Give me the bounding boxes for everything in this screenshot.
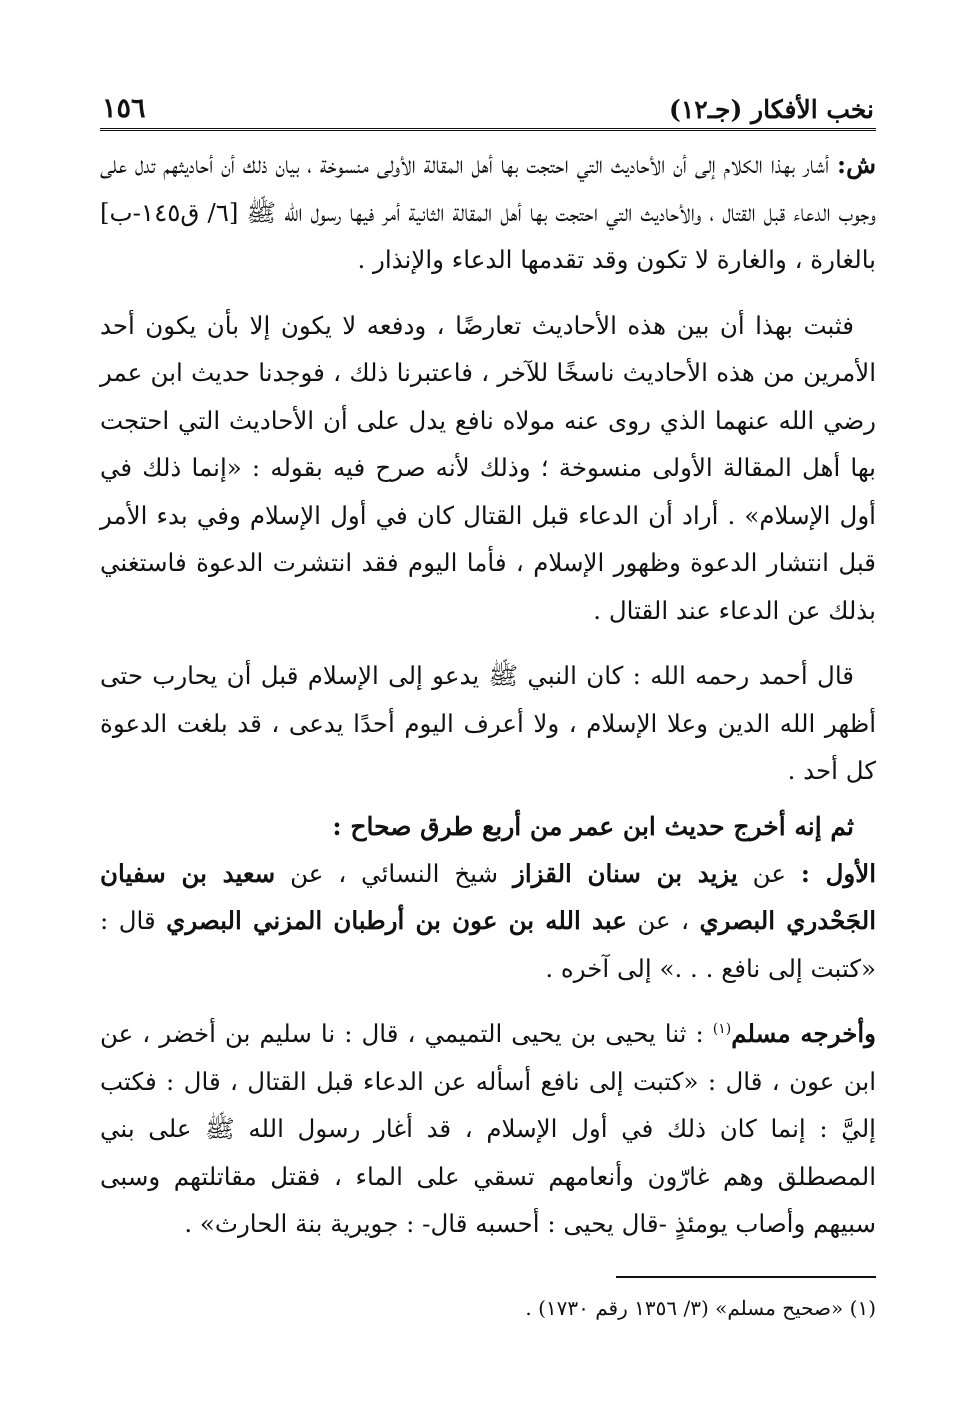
paragraph-2-text: فثبت بهذا أن بين هذه الأحاديث تعارضًا ، ودفعه لا يكون إلا بأن يكون أحد الأمرين من هذه الأحاديث ناسخًا للآخر ، فاعتبرنا ذلك ، فوجدنا حديث ابن عمر رضي الله عنهما الذي روى عنه مولاه نافع يدل على أن الأحاديث التي احتجت بها أهل المقالة الأولى منسوخة ؛ وذلك لأنه صرح فيه بقوله : «إنما ذلك في أول الإسلام» . أراد أن الدعاء قبل القتال كان في أول الإسلام وفي بدء الأمر قبل انتشار الدعوة وظهور الإسلام ، فأما اليوم فقد انتشرت الدعوة فاستغني بذلك عن الدعاء عند القتال . [100, 310, 876, 625]
footnote-divider [616, 1276, 876, 1278]
paragraph-4-text-2: شيخ النسائي ، عن [275, 858, 514, 888]
paragraph-2 [100, 302, 876, 635]
commentary-label: ش: [837, 150, 876, 179]
paragraph-5 [100, 1006, 876, 1248]
paragraph-3 [100, 652, 876, 795]
paragraph-4-text-1: عن [737, 858, 801, 888]
narrator-1: يزيد بن سنان القزاز [513, 858, 738, 888]
paragraph-5-text: : ثنا يحيى بن يحيى التميمي ، قال : نا سليم بن أخضر ، عن ابن عون ، قال : «كتبت إلى نافع أسأله عن الدعاء قبل القتال ، قال : فكتب إليَّ : إنما كان ذلك في أول الإسلام ، قد أغار رسول الله ﷺ على بني المصطلق وهم غارّون وأنعامهم تسقي على الماء ، فقتل مقاتلتهم وسبى سبيهم وأصاب يومئذٍ -قال يحيى : أحسبه قال- : جويرية بنة الحارث» . [100, 1019, 876, 1239]
narrator-2: سعيد بن سفيان الجَحْدري البصري [100, 858, 877, 935]
page-number: ١٥٦ [102, 93, 146, 124]
muslim-label: وأخرجه مسلم [731, 1019, 876, 1049]
paragraph-4-text-3: ، عن [626, 906, 700, 935]
paragraph-4 [100, 850, 876, 993]
first-route-label: الأول : [800, 858, 877, 888]
section-heading: ثم إنه أخرج حديث ابن عمر من أربع طرق صحاح : [332, 811, 854, 841]
book-title: نخب الأفكار (جـ١٢) [668, 95, 874, 124]
paragraph-1-text: أشار بهذا الكلام إلى أن الأحاديث التي احتجت بها أهل المقالة الأولى منسوخة ، بيان ذلك أن أحاديثهم تدل على وجوب الدعاء قبل القتال ، والأحاديث التي احتجت بها أهل المقالة الثانية أمر فيها رسول الله ﷺ [٦/ ق١٤٥-ب] بالغارة ، والغارة لا تكون وقد تقدمها الدعاء والإنذار . [100, 150, 877, 274]
footnote-ref[interactable]: (١) [712, 1021, 732, 1037]
paragraph-1 [100, 141, 876, 284]
paragraph-4-text-4: قال : «كتبت إلى نافع . . .» إلى آخره . [100, 906, 876, 983]
page-header [100, 78, 876, 131]
footnote: (١) «صحيح مسلم» (٣/ ١٣٥٦ رقم ١٧٣٠) . [525, 1295, 876, 1320]
narrator-3: عبد الله بن عون بن أرطبان المزني البصري [166, 906, 627, 935]
book-page [100, 78, 876, 1326]
paragraph-3-text: قال أحمد رحمه الله : كان النبي ﷺ يدعو إلى الإسلام قبل أن يحارب حتى أظهر الله الدين وعلا الإسلام ، ولا أعرف اليوم أحدًا يدعى ، قد بلغت الدعوة كل أحد . [100, 661, 876, 785]
